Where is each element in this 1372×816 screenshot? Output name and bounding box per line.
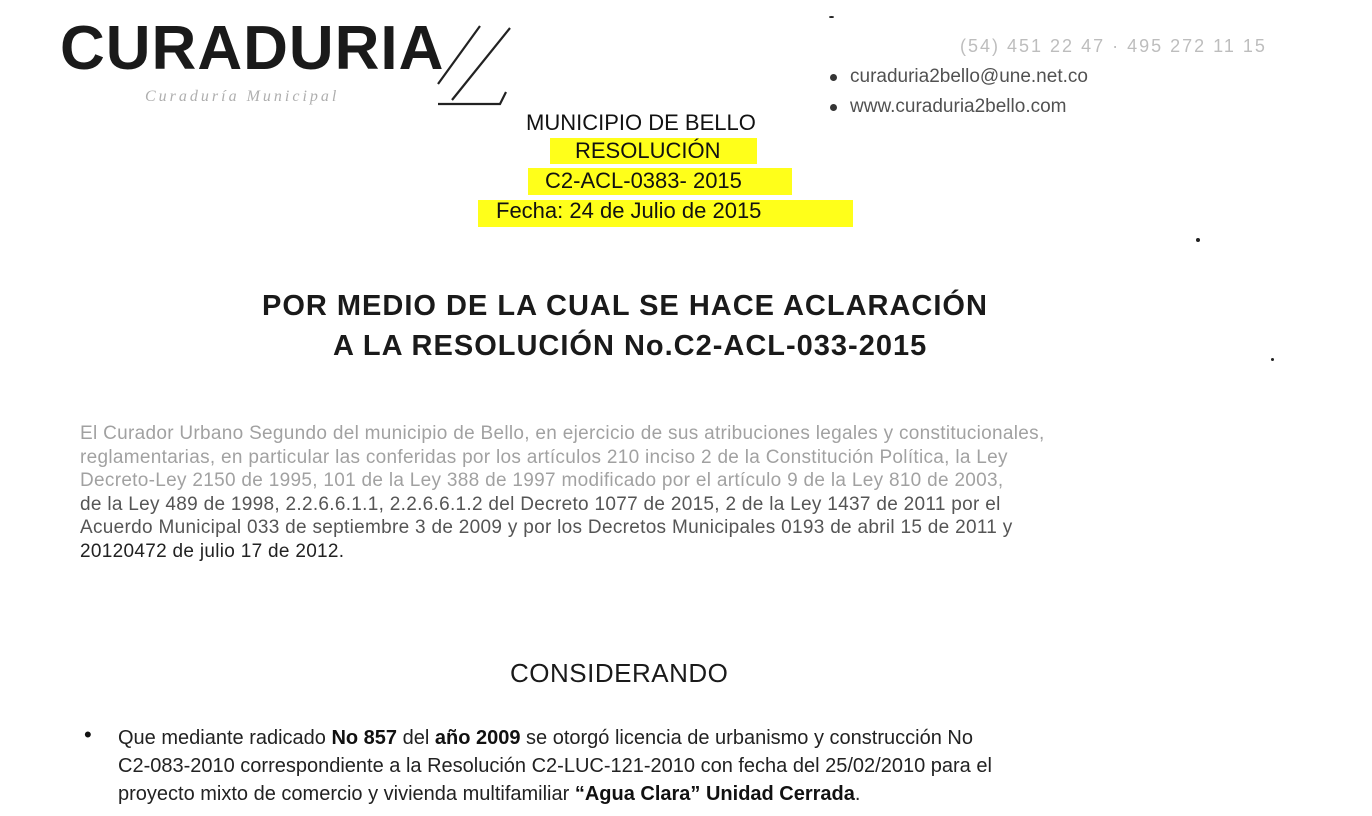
scan-speck [1196,238,1200,242]
considerando-line-3 [118,780,1228,808]
contact-email [828,62,1088,92]
radicado-year: año 2009 [434,727,521,749]
text-span: se otorgó licencia de urbanismo y construcción No [520,727,973,749]
contact-phone: (54) 451 22 47 · 495 272 11 15 [960,36,1267,56]
considerando-item [118,724,1228,808]
project-name: “Agua Clara” Unidad Cerrada [574,783,855,805]
bullet-icon: • [84,722,92,747]
considerando-line-1 [118,724,1228,752]
considerando-heading: CONSIDERANDO [510,658,729,688]
resolution-code: C2-ACL-0383- 2015 [545,168,742,193]
considerando-line-2: C2-083-2010 correspondiente a la Resolución C2-LUC-121-2010 con fecha del 25/02/2010 para el [118,755,992,777]
curaduria-logo: CURADURIA [60,14,445,83]
radicado-number: No 857 [331,727,398,749]
logo-tagline: Curaduría Municipal [145,88,340,105]
preamble-line: Acuerdo Municipal 033 de septiembre 3 de 2009 y por los Decretos Municipales 0193 de abril 15 de 2011 y [80,517,1013,538]
resolution-date: Fecha: 24 de Julio de 2015 [496,198,762,223]
preamble-line: 20120472 de julio 17 de 2012. [80,540,345,562]
preamble-line: El Curador Urbano Segundo del municipio de Bello, en ejercicio de sus atribuciones legales y constitucionales, [80,423,1045,444]
contact-website [828,92,1067,122]
text-span: del [397,727,435,749]
municipio-heading: MUNICIPIO DE BELLO [526,110,756,135]
contact-website-text: www.curaduria2bello.com [850,96,1067,117]
scan-speck [829,16,834,18]
text-span: proyecto mixto de comercio y vivienda multifamiliar [118,783,575,805]
text-span: Que mediante radicado [118,727,332,749]
scan-speck [1271,358,1274,361]
logo-number-mark-icon [418,12,528,112]
resolucion-label: RESOLUCIÓN [575,138,721,163]
preamble-line: reglamentarias, en particular las conferidas por los artículos 210 inciso 2 de la Constitución Política, la Ley [80,446,1008,468]
preamble-line: Decreto-Ley 2150 de 1995, 101 de la Ley 388 de 1997 modificado por el artículo 9 de la Ley 810 de 2003, [80,470,1004,491]
preamble-paragraph [80,422,1230,563]
preamble-line: de la Ley 489 de 1998, 2.2.6.6.1.1, 2.2.6.6.1.2 del Decreto 1077 de 2015, 2 de la Ley 1437 de 2011 por el [80,493,1001,515]
text-span: . [854,783,861,805]
document-title-line-2: A LA RESOLUCIÓN No.C2-ACL-033-2015 [333,330,928,362]
document-title-line-1: POR MEDIO DE LA CUAL SE HACE ACLARACIÓN [262,290,988,322]
contact-email-text: curaduria2bello@une.net.co [850,66,1088,87]
